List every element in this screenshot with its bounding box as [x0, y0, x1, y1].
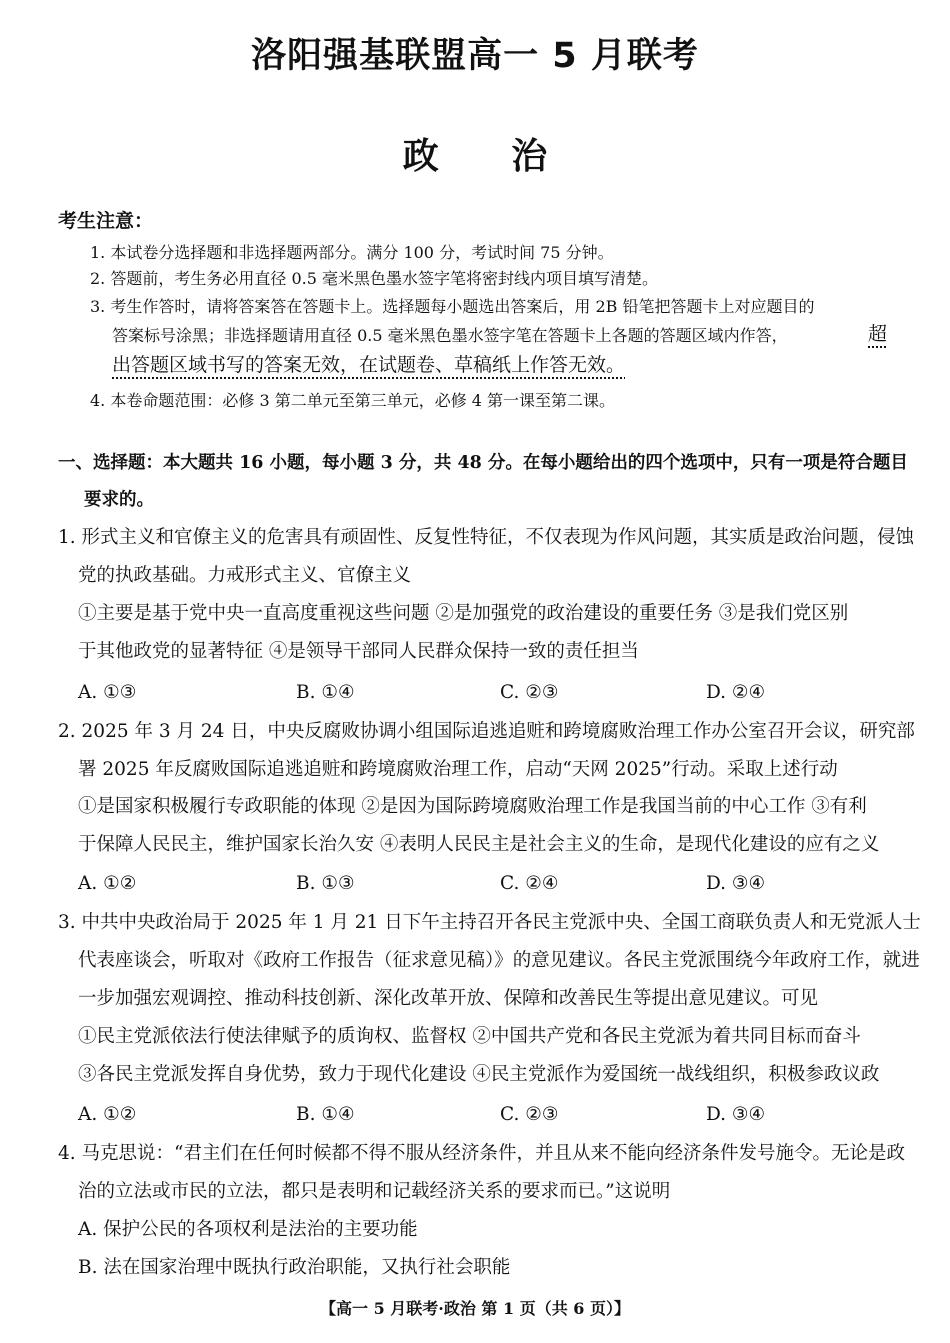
question-3-stem: 代表座谈会，听取对《政府工作报告（征求意见稿）》的意见建议。各民主党派围绕今年政府工作，就进 [78, 950, 920, 971]
question-2-stem: 2. 2025 年 3 月 24 日，中央反腐败协调小组国际追逃追赃和跨境腐败治理工作办公室召开会议，研究部 [58, 721, 915, 742]
question-2-statement: 于保障人民民主，维护国家长治久安 ④表明人民民主是社会主义的生命，是现代化建设的应有之义 [78, 834, 880, 855]
question-3-stem: 3. 中共中央政治局于 2025 年 1 月 21 日下午主持召开各民主党派中央、全国工商联负责人和无党派人士 [58, 912, 921, 933]
question-1-option-b: B. ①④ [296, 682, 355, 703]
notice-item: 4. 本卷命题范围：必修 3 第二单元至第三单元，必修 4 第一课至第二课。 [90, 391, 616, 410]
question-3-option-c: C. ②③ [500, 1104, 559, 1125]
question-3-option-b: B. ①④ [296, 1104, 355, 1125]
question-4-option-b: B. 法在国家治理中既执行政治职能，又执行社会职能 [78, 1257, 511, 1278]
question-3-statement: ①民主党派依法行使法律赋予的质询权、监督权 ②中国共产党和各民主党派为着共同目标而奋斗 [78, 1026, 861, 1047]
subject-title: 政 治 [402, 136, 548, 177]
question-3-stem: 一步加强宏观调控、推动科技创新、深化改革开放、保障和改善民生等提出意见建议。可见 [78, 988, 819, 1009]
section-heading: 一、选择题：本大题共 16 小题，每小题 3 分，共 48 分。在每小题给出的四个选项中，只有一项是符合题目 [58, 453, 908, 473]
notice-item: 1. 本试卷分选择题和非选择题两部分。满分 100 分，考试时间 75 分钟。 [90, 243, 614, 262]
notice-item: 2. 答题前，考生务必用直径 0.5 毫米黑色墨水签字笔将密封线内项目填写清楚。 [90, 269, 658, 288]
section-heading-cont: 要求的。 [84, 490, 154, 510]
question-2-option-a: A. ①② [78, 873, 137, 894]
notice-item: 答案标号涂黑；非选择题请用直径 0.5 毫米黑色墨水签字笔在答题卡上各题的答题区域内作答， [112, 326, 788, 345]
notice-heading: 考生注意： [58, 210, 154, 232]
question-4-stem: 治的立法或市民的立法，都只是表明和记载经济关系的要求而已。”这说明 [78, 1181, 671, 1202]
notice-item-emphasis: 出答题区域书写的答案无效，在试题卷、草稿纸上作答无效。 [112, 354, 626, 376]
notice-item-emphasis: 超 [868, 323, 888, 345]
question-2-option-b: B. ①③ [296, 873, 355, 894]
question-2-option-d: D. ③④ [706, 873, 766, 894]
question-2-statement: ①是国家积极履行专政职能的体现 ②是因为国际跨境腐败治理工作是我国当前的中心工作 ③有利 [78, 796, 867, 817]
question-3-option-a: A. ①② [78, 1104, 137, 1125]
question-1-option-c: C. ②③ [500, 682, 559, 703]
question-2-stem: 署 2025 年反腐败国际追逃追赃和跨境腐败治理工作，启动“天网 2025”行动。采取上述行动 [78, 759, 838, 780]
question-3-statement: ③各民主党派发挥自身优势，致力于现代化建设 ④民主党派作为爱国统一战线组织，积极参政议政 [78, 1064, 880, 1085]
question-1-stem: 1. 形式主义和官僚主义的危害具有顽固性、反复性特征，不仅表现为作风问题，其实质是政治问题，侵蚀 [58, 527, 915, 548]
question-1-stem: 党的执政基础。力戒形式主义、官僚主义 [78, 565, 412, 586]
notice-item: 3. 考生作答时，请将答案答在答题卡上。选择题每小题选出答案后，用 2B 铅笔把答题卡上对应题目的 [90, 297, 815, 316]
question-3-option-d: D. ③④ [706, 1104, 766, 1125]
exam-title: 洛阳强基联盟高一 5 月联考 [251, 36, 699, 76]
page-footer: 【高一 5 月联考·政治 第 1 页（共 6 页）】 [320, 1299, 630, 1318]
question-1-option-a: A. ①③ [78, 682, 137, 703]
question-1-option-d: D. ②④ [706, 682, 766, 703]
question-4-stem: 4. 马克思说：“君主们在任何时候都不得不服从经济条件，并且从来不能向经济条件发号施令。无论是政 [58, 1143, 905, 1164]
question-4-option-a: A. 保护公民的各项权利是法治的主要功能 [78, 1219, 418, 1240]
question-1-statement: ①主要是基于党中央一直高度重视这些问题 ②是加强党的政治建设的重要任务 ③是我们党区别 [78, 603, 849, 624]
question-1-statement: 于其他政党的显著特征 ④是领导干部同人民群众保持一致的责任担当 [78, 641, 639, 662]
question-2-option-c: C. ②④ [500, 873, 559, 894]
